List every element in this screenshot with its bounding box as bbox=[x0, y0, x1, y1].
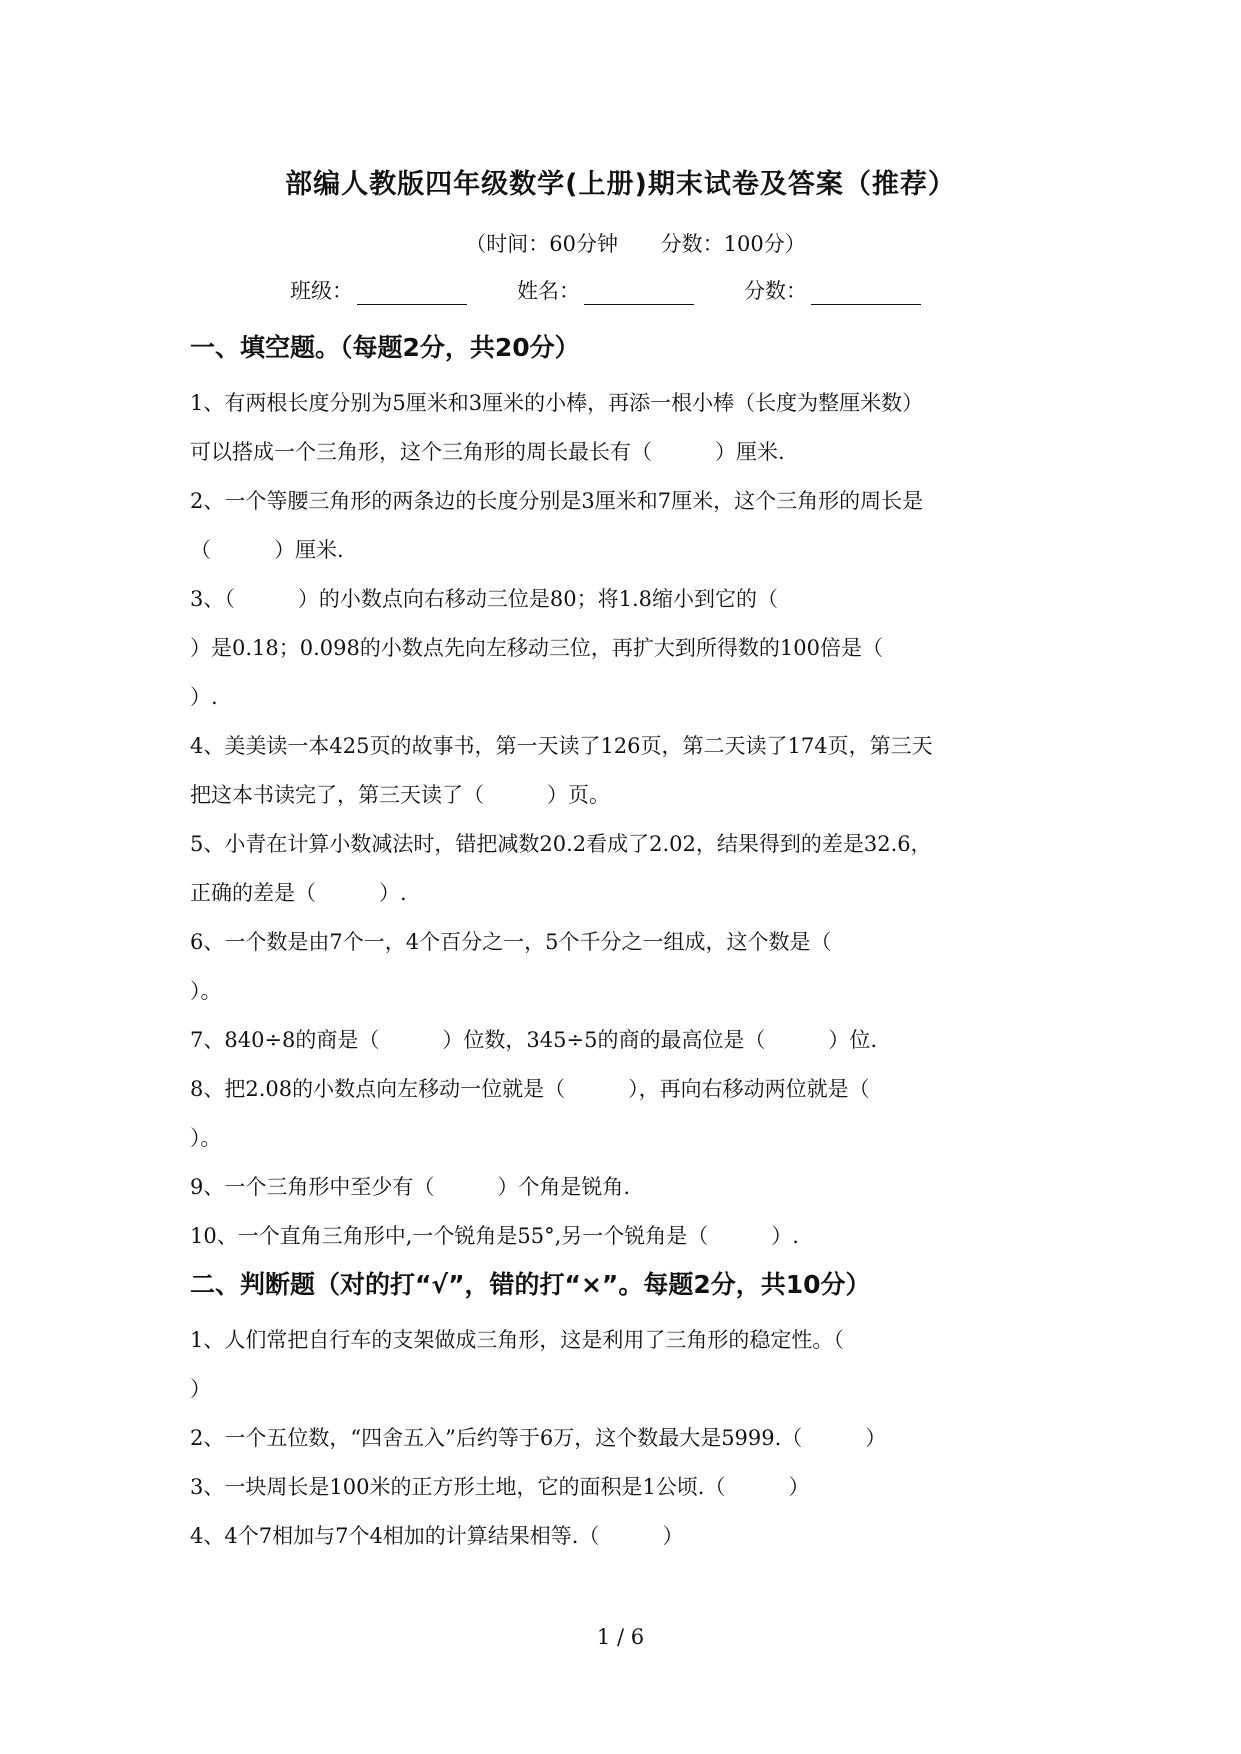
question-1-8: 8、把2.08的小数点向左移动一位就是（ ），再向右移动两位就是（ ）。 bbox=[190, 1077, 870, 1150]
question-2-4: 4、4个7相加与7个4相加的计算结果相等.（ ） bbox=[190, 1524, 684, 1548]
class-blank bbox=[357, 280, 467, 305]
question-2-3: 3、一块周长是100米的正方形土地，它的面积是1公顷.（ ） bbox=[190, 1475, 810, 1499]
score-field bbox=[744, 275, 921, 305]
exam-total-score: 分数：100分） bbox=[660, 232, 806, 256]
score-blank bbox=[811, 280, 921, 305]
exam-meta bbox=[0, 228, 1241, 258]
question-1-7: 7、840÷8的商是（ ）位数，345÷5的商的最高位是（ ）位. bbox=[190, 1028, 878, 1052]
student-info-fields bbox=[290, 275, 921, 305]
page-number: 1 / 6 bbox=[596, 1625, 645, 1649]
section-heading-true-false: 二、判断题（对的打“√”，错的打“×”。每题2分，共10分） bbox=[190, 1270, 871, 1299]
name-label: 姓名： bbox=[517, 279, 580, 303]
name-field bbox=[517, 275, 694, 305]
question-2-1: 1、人们常把自行车的支架做成三角形，这是利用了三角形的稳定性。（ ） bbox=[190, 1328, 844, 1401]
section-heading-fill-blank: 一、填空题。（每题2分，共20分） bbox=[190, 333, 580, 362]
name-blank bbox=[584, 280, 694, 305]
question-1-10: 10、一个直角三角形中,一个锐角是55°,另一个锐角是（ ）. bbox=[190, 1224, 799, 1248]
question-1-4: 4、美美读一本425页的故事书，第一天读了126页，第二天读了174页，第三天 把这本书读完了，第三天读了（ ）页。 bbox=[190, 734, 933, 807]
question-1-6: 6、一个数是由7个一，4个百分之一，5个千分之一组成，这个数是（ ）。 bbox=[190, 930, 832, 1003]
question-1-9: 9、一个三角形中至少有（ ）个角是锐角. bbox=[190, 1175, 631, 1199]
question-1-1: 1、有两根长度分别为5厘米和3厘米的小棒，再添一根小棒（长度为整厘米数） 可以搭成一个三角形，这个三角形的周长最长有（ ）厘米. bbox=[190, 391, 924, 464]
class-label: 班级： bbox=[290, 279, 353, 303]
question-1-2: 2、一个等腰三角形的两条边的长度分别是3厘米和7厘米，这个三角形的周长是 （ ）厘米. bbox=[190, 489, 924, 562]
class-field bbox=[290, 275, 467, 305]
question-1-5: 5、小青在计算小数减法时，错把减数20.2看成了2.02，结果得到的差是32.6， 正确的差是（ ）. bbox=[190, 832, 932, 905]
page-title: 部编人教版四年级数学(上册)期末试卷及答案（推荐） bbox=[285, 169, 956, 200]
exam-time: （时间：60分钟 bbox=[465, 232, 618, 256]
score-label: 分数： bbox=[744, 279, 807, 303]
question-2-2: 2、一个五位数，“四舍五入”后约等于6万，这个数最大是5999.（ ） bbox=[190, 1426, 887, 1450]
question-1-3: 3、（ ）的小数点向右移动三位是80；将1.8缩小到它的（ ）是0.18；0.098的小数点先向左移动三位，再扩大到所得数的100倍是（ ）. bbox=[190, 587, 883, 709]
